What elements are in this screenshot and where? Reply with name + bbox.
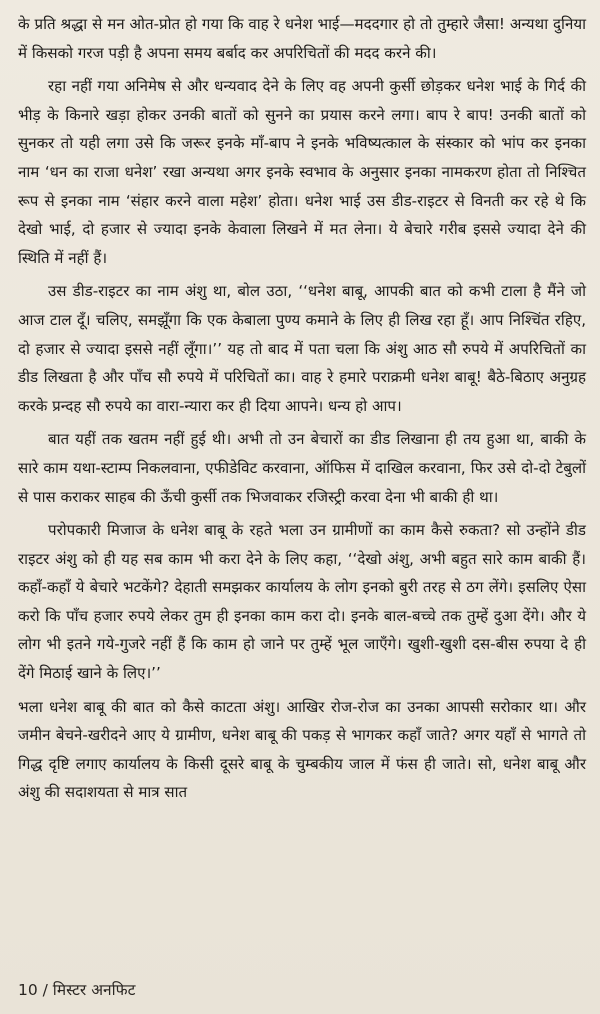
- paragraph-6: भला धनेश बाबू की बात को कैसे काटता अंशु। आखिर रोज-रोज का उनका आपसी सरोकार था। और जमीन बेचने-खरीदने आए ये ग्रामीण, धनेश बाबू की पकड़ से भागकर कहाँ जाते? अगर यहाँ से भागते तो गिद्ध दृष्टि लगाए कार्यालय के किसी दूसरे बाबू के चुम्बकीय जाल में फंस ही जाते। सो, धनेश बाबू और अंशु की सदाशयता से मात्र सात: [18, 697, 586, 802]
- page-footer: 10 / मिस्टर अनफिट: [18, 981, 136, 999]
- paragraph-4: बात यहीं तक खतम नहीं हुई थी। अभी तो उन बेचारों का डीड लिखाना ही तय हुआ था, बाकी के सारे काम यथा-स्टाम्प निकलवाना, एफीडेविट करवाना, ऑफिस में दाखिल करवाना, फिर उसे दो-दो टेबुलों से पास कराकर साहब की ऊँची कुर्सी तक भिजवाकर रजिस्ट्री करवा देना भी बाकी ही था।: [18, 430, 586, 506]
- paragraph-1: के प्रति श्रद्धा से मन ओत-प्रोत हो गया कि वाह रे धनेश भाई—मददगार हो तो तुम्हारे जैसा! अन्यथा दुनिया में किसको गरज पड़ी है अपना समय बर्बाद कर अपरिचितों की मदद करने की।: [18, 15, 586, 62]
- paragraph-2: रहा नहीं गया अनिमेष से और धन्यवाद देने के लिए वह अपनी कुर्सी छोड़कर धनेश भाई के गिर्द की भीड़ के किनारे खड़ा होकर उनकी बातों को सुनने का प्रयास करने लगा। बाप रे बाप! उनकी बातों को सुनकर तो यही लगा उसे कि जरूर इनके माँ-बाप ने इनके भविष्यत्काल के संस्कार को भांप कर इनका नाम ‘धन का राजा धनेश’ रखा अन्यथा अगर इनके स्वभाव के अनुसार इनका नामकरण होता तो निश्चित रूप से इनका नाम ‘संहार करने वाला महेश’ होता। धनेश भाई उस डीड-राइटर से विनती कर रहे थे कि देखो भाई, दो हजार से ज्यादा इनके केवाला लिखने में मत लेना। ये बेचारे गरीब इससे ज्यादा देने की स्थिति में नहीं हैं।: [18, 77, 586, 267]
- paragraph-5: परोपकारी मिजाज के धनेश बाबू के रहते भला उन ग्रामीणों का काम कैसे रुकता? सो उन्होंने डीड राइटर अंशु को ही यह सब काम भी करा देने के लिए कहा, ‘‘देखो अंशु, अभी बहुत सारे काम बाकी हैं। कहाँ-कहाँ ये बेचारे भटकेंगे? देहाती समझकर कार्यालय के लोग इनको बुरी तरह से ठग लेंगे। इसलिए ऐसा करो कि पाँच हजार रुपये लेकर तुम ही इनका काम करा दो। इनके बाल-बच्चे तक तुम्हें दुआ देंगे। और ये लोग भी इतने गये-गुजरे नहीं हैं कि काम हो जाने पर तुम्हें भूल जाएँगे। खुशी-खुशी दस-बीस रुपया दे ही देंगे मिठाई खाने के लिए।’’: [18, 521, 586, 683]
- paragraph-3: उस डीड-राइटर का नाम अंशु था, बोल उठा, ‘‘धनेश बाबू, आपकी बात को कभी टाला है मैंने जो आज टाल दूँ। चलिए, समझूँगा कि एक केबाला पुण्य कमाने के लिए ही लिख रहा हूँ। आप निश्चिंत रहिए, दो हजार से ज्यादा इससे नहीं लूँगा।’’ यह तो बाद में पता चला कि अंशु आठ सौ रुपये में अपरिचितों का डीड लिखता है और पाँच सौ रुपये में परिचितों का। वाह रे हमारे पराक्रमी धनेश बाबू! बैठे-बिठाए अनुग्रह करके प्रन्दह सौ रुपये का वारा-न्यारा कर ही दिया आपने। धन्य हो आप।: [18, 282, 586, 415]
